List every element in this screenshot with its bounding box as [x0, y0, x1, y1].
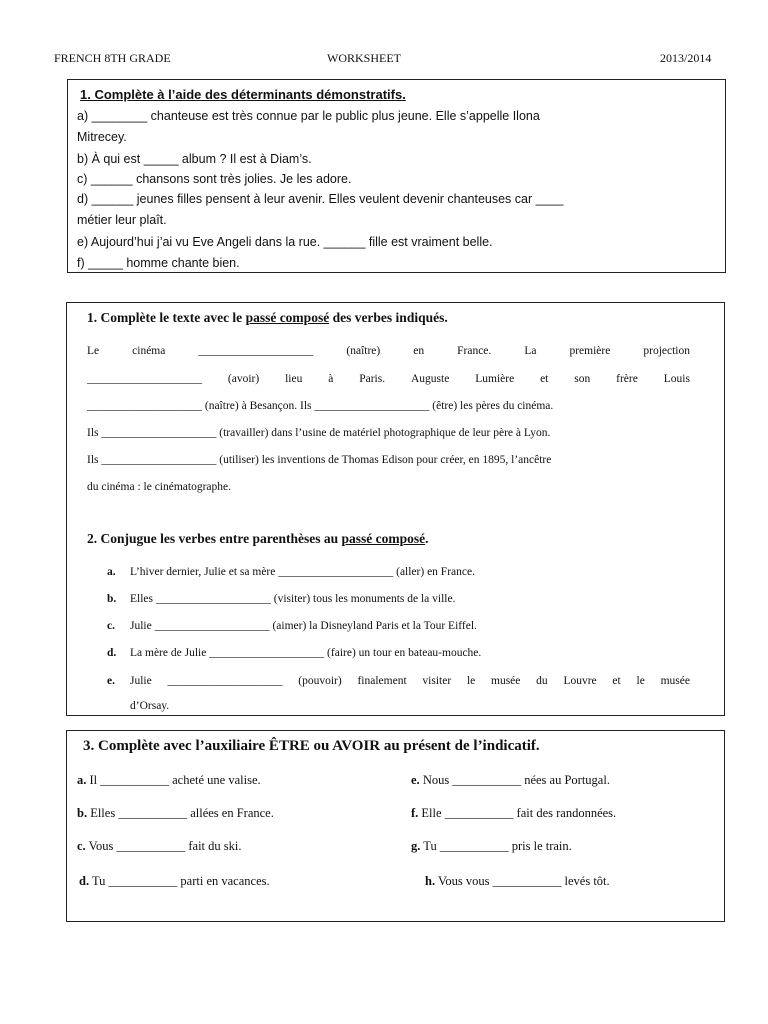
list-item: f. Elle ___________ fait des randonnées. — [411, 806, 617, 820]
paragraph-word: Auguste — [410, 373, 450, 385]
paragraph-word: frère — [616, 373, 638, 385]
exercise-a-line: f) _____ homme chante bien. — [77, 256, 240, 270]
item-label: c. — [107, 620, 115, 632]
exercise-a-line: c) ______ chansons sont très jolies. Je les adore. — [77, 172, 352, 186]
list-item — [130, 675, 690, 687]
paragraph-word: et — [540, 373, 549, 385]
exercise-a-line: b) À qui est _____ album ? Il est à Diam’s. — [77, 152, 312, 166]
paragraph-word: visiter — [422, 675, 452, 687]
exercise-b-title: 1. Complète le texte avec le passé composé des verbes indiqués. — [87, 310, 448, 325]
header-title: WORKSHEET — [327, 51, 401, 65]
list-item: d’Orsay. — [130, 700, 170, 712]
paragraph-word: Le — [87, 345, 100, 357]
paragraph-word: Louvre — [563, 675, 597, 687]
text-paragraph-line: ____________________ (naître) à Besançon. Ils ____________________ (être) les pères du cinéma. — [87, 400, 554, 412]
list-item: d. Tu ___________ parti en vacances. — [79, 874, 270, 888]
list-item: La mère de Julie ____________________ (faire) un tour en bateau-mouche. — [130, 647, 482, 659]
list-item: Julie ____________________ (aimer) la Disneyland Paris et la Tour Eiffel. — [130, 620, 477, 632]
paragraph-word: (naître) — [346, 345, 381, 357]
text-paragraph-line: Ils ____________________ (travailler) dans l’usine de matériel photographique de leur père à Lyon. — [87, 427, 551, 439]
paragraph-word: du — [536, 675, 548, 687]
exercise-b2-title: 2. Conjugue les verbes entre parenthèses au passé composé. — [87, 531, 429, 546]
paragraph-word: musée — [660, 675, 690, 687]
exercise-passe-compose-box — [66, 302, 725, 716]
paragraph-word: Lumière — [475, 373, 515, 385]
list-item: b. Elles ___________ allées en France. — [77, 806, 274, 820]
paragraph-word: Paris. — [359, 373, 386, 385]
paragraph-word: cinéma — [132, 345, 166, 357]
list-item: c. Vous ___________ fait du ski. — [77, 839, 242, 853]
list-item: Elles ____________________ (visiter) tous les monuments de la ville. — [130, 593, 456, 605]
paragraph-word: à — [328, 373, 334, 385]
text-paragraph-line — [87, 345, 690, 357]
text-paragraph-line: du cinéma : le cinématographe. — [87, 481, 232, 493]
item-label: e. — [107, 675, 115, 687]
exercise-a-line: Mitrecey. — [77, 130, 127, 144]
item-label: b. — [107, 593, 117, 605]
paragraph-word: en — [413, 345, 425, 357]
exercise-a-title: 1. Complète à l’aide des déterminants démonstratifs. — [80, 87, 406, 102]
exercise-c-title: 3. Complète avec l’auxiliaire ÊTRE ou AVOIR au présent de l’indicatif. — [83, 738, 540, 754]
paragraph-word: première — [569, 345, 611, 357]
exercise-demonstratives-box — [67, 79, 726, 273]
paragraph-word: musée — [491, 675, 521, 687]
exercise-a-line: e) Aujourd’hui j’ai vu Eve Angeli dans la rue. ______ fille est vraiment belle. — [77, 235, 493, 249]
list-item: a. Il ___________ acheté une valise. — [77, 773, 261, 787]
paragraph-word: son — [574, 373, 591, 385]
item-label: d. — [107, 647, 117, 659]
paragraph-word: Julie — [130, 675, 152, 687]
paragraph-word: (avoir) — [227, 373, 260, 385]
list-item: L’hiver dernier, Julie et sa mère ____________________ (aller) en France. — [130, 566, 475, 578]
exercise-a-line: métier leur plaît. — [77, 213, 167, 227]
list-item: e. Nous ___________ nées au Portugal. — [411, 773, 610, 787]
paragraph-word: France. — [457, 345, 492, 357]
header-year: 2013/2014 — [660, 51, 712, 65]
paragraph-word: et — [612, 675, 621, 687]
item-label: a. — [107, 566, 116, 578]
paragraph-word: le — [636, 675, 645, 687]
paragraph-word: ____________________ — [167, 675, 283, 687]
header-subject: FRENCH 8TH GRADE — [54, 51, 171, 65]
exercise-a-line: d) ______ jeunes filles pensent à leur avenir. Elles veulent devenir chanteuses car ____ — [77, 192, 564, 206]
list-item: h. Vous vous ___________ levés tôt. — [425, 874, 610, 888]
paragraph-word: projection — [643, 345, 690, 357]
paragraph-word: La — [524, 345, 537, 357]
paragraph-word: le — [466, 675, 476, 687]
exercise-auxiliaire-box — [66, 730, 725, 922]
text-paragraph-line — [87, 373, 690, 385]
paragraph-word: Louis — [663, 373, 690, 385]
text-paragraph-line: Ils ____________________ (utiliser) les inventions de Thomas Edison pour créer, en 1895, l’ancêtre — [87, 454, 552, 466]
paragraph-word: ____________________ — [198, 345, 314, 357]
list-item: g. Tu ___________ pris le train. — [411, 839, 572, 853]
paragraph-word: finalement — [357, 675, 407, 687]
exercise-a-line: a) ________ chanteuse est très connue par le public plus jeune. Elle s’appelle Ilona — [77, 109, 540, 123]
paragraph-word: lieu — [285, 373, 303, 385]
paragraph-word: ____________________ — [87, 373, 202, 385]
paragraph-word: (pouvoir) — [298, 675, 342, 687]
